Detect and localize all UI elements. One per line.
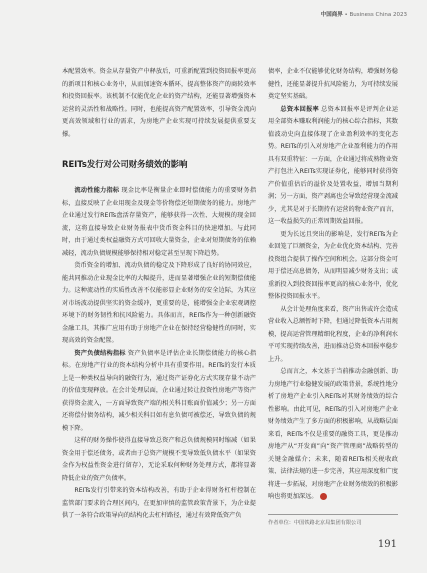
- magazine-name: 中国商界: [320, 12, 343, 18]
- paragraph: 从会计处理角度来看，资产出售或许会造成营业收入总额暂时下降，但通过降低资本占用规模，提高运营管理精细化程度，企业的净利润水平可实现持续改善，进而推动总资本回报率稳步上升。: [268, 305, 398, 363]
- paragraph: 更为长远且突出的影响是，发行REITs为企业回笼了巨额资金，为企业优化资本结构、完善投资组合提供了操作空间和机会。这部分资金可用于偿还高息债务，从而明显减少财务支出；或重新投入到投资回报率更高的核心业务中，优化整体投资回报水平。: [268, 230, 398, 300]
- running-header: [321, 10, 407, 18]
- paragraph-text: 现金比率是衡量企业即时偿债能力的重要财务指标，直接反映了企业用现金及现金等价物偿还短期债务的能力。房地产企业通过发行REITs盘活存量资产，能够获得一次性、大规模的现金回流，这将直接导致企业财务报表中货币资金科目的快速增加。与此同时，由于通过类权益融资方式可回收大量资金，企业对短期债务的依赖减轻，流动负债规模能够保持相对稳定甚至呈现下降趋势。: [62, 187, 257, 257]
- paragraph: 货币资金的增加、流动负债的稳定及下降形成了良好的协同效应，能共同推动企业现金比率的大幅提升，进而显著增强企业的短期偿债能力。这种流动性的实质性改善不仅能彰显企业财务的安全边际，为其应对市场波动提供坚实的资金缓冲，更重要的是，能增强金企业宏观调控环境下的财务韧性和抗风险能力。具体而言，REITs作为一种创新融资金融工具，其推广应用有助于房地产企业在保持经营稳健性的同时，实现高效的资金配置。: [62, 262, 256, 344]
- paragraph-keyword: 流动性能力指标: [74, 187, 120, 194]
- paragraph: 这样的财务操作使得直接导致总资产和总负债规模同时缩减（如果资金用于偿还债务，或者由于总资产规模不变导致低负债水平（如果资金作为权益性资金进行留存），无论采取何种财务处理方式，都将显著降低企业的资产负债率。: [62, 437, 256, 482]
- right-column: [268, 66, 398, 504]
- paragraph: REITs发行引带来的资本结构改善，有助于企业得财务杠杆控制在监管部门要求的合理区间内，在更加审慎的监管政策背景下，为企业提供了一条符合政策导向的结构化去杠杆路径，通过有效降低资产负: [62, 487, 256, 519]
- page-number: 191: [377, 539, 397, 550]
- paragraph-text: 总资本回报率是评判企业运用全部资本赚取利润能力的核心综合指标，其数值波动史向直接体现了企业盈利效率的变化态势。REITs的引入对房地产企业盈利能力的作用具有双重特征：一方面，企业通过将成熟物业资产打包注入REITs实现证券化，能够同时获得资产价值重估后的溢价及处置收益，增加当期利润；另一方面，资产剥离也会导致经营现金流减少，尤其是对于长期持有运营的物业资产而言，这一收益损失的正常周期效益回报。: [268, 105, 399, 225]
- paragraph-text: 总而言之，本文基于当前推动金融创新、助力房地产行业稳健发展的政策背景，系统性地分析了房地产企业引入REITs对其财务绩效的综合性影响。由此可见，REITs的引入对房地产企业财务绩效产生了多方面的积极影响，从战略层面来看，REITs不仅是重要的融资工具，更是推动房地产从“开发商”向“资产管理商”战略转型的关键金融媒介；未来，随着REITs相关税收政策、法律法规的进一步完善，其应用深度和广度将进一步拓展，对房地产企业财务绩效的积极影响也将更加深远。: [268, 368, 398, 500]
- paragraph-keyword: 总资本回报率: [280, 105, 319, 113]
- section-heading: REITs发行对公司财务绩效的影响: [62, 159, 188, 169]
- header-separator: •: [342, 12, 350, 18]
- paragraph: [268, 366, 398, 504]
- left-column: [62, 66, 256, 523]
- paragraph: [62, 185, 256, 260]
- author-divider: [268, 514, 398, 515]
- paragraph: 债率，企业不仅能够优化财务结构，增强财务稳健性，还能显著提升抗风险能力，为可持续发展奠定坚实基础。: [268, 68, 398, 100]
- author-affiliation: 作者单位：中国铁路北京局集团有限公司: [268, 520, 362, 526]
- paragraph: [62, 348, 256, 436]
- article-end-icon: [320, 493, 327, 500]
- paragraph-text: 资产负债率是评估企业长期偿债能力的核心指标。在房地产行业的资本结构分析中具有重要作用。REITs的发行本质上是一种类权益导向的融资行为，通过资产证券化方式实现存量不动产的价值变现释放。在会计处理层面，企业通过转让投资性房地产等资产获得资金流入，一方面导致资产端的相关科目账面价值减少；另一方面还将偿付债务结构，减少相关科目如有息负债可被偿还，导致负债的规模下降。: [62, 349, 257, 432]
- paragraph-keyword: 资产负债结构指标: [74, 349, 126, 357]
- magazine-issue: Business China 2023: [349, 12, 407, 18]
- paragraph: 本配置效率。资金从存量资产中释放后，可重新配置到投资回报率更高的新项目和核心业务中，从而加速资本循环，提高整体资产的商转效率和投资回报率。该机制不仅能优化企业的资产结构，还能显著增强资本运营的灵活性和战略性。同时，也能提高资产配置效率，引导资金流向更高效领域和行业的需求，为房地产企业实现可持续发展提供重要支撑。: [62, 68, 256, 138]
- paragraph: [268, 104, 398, 229]
